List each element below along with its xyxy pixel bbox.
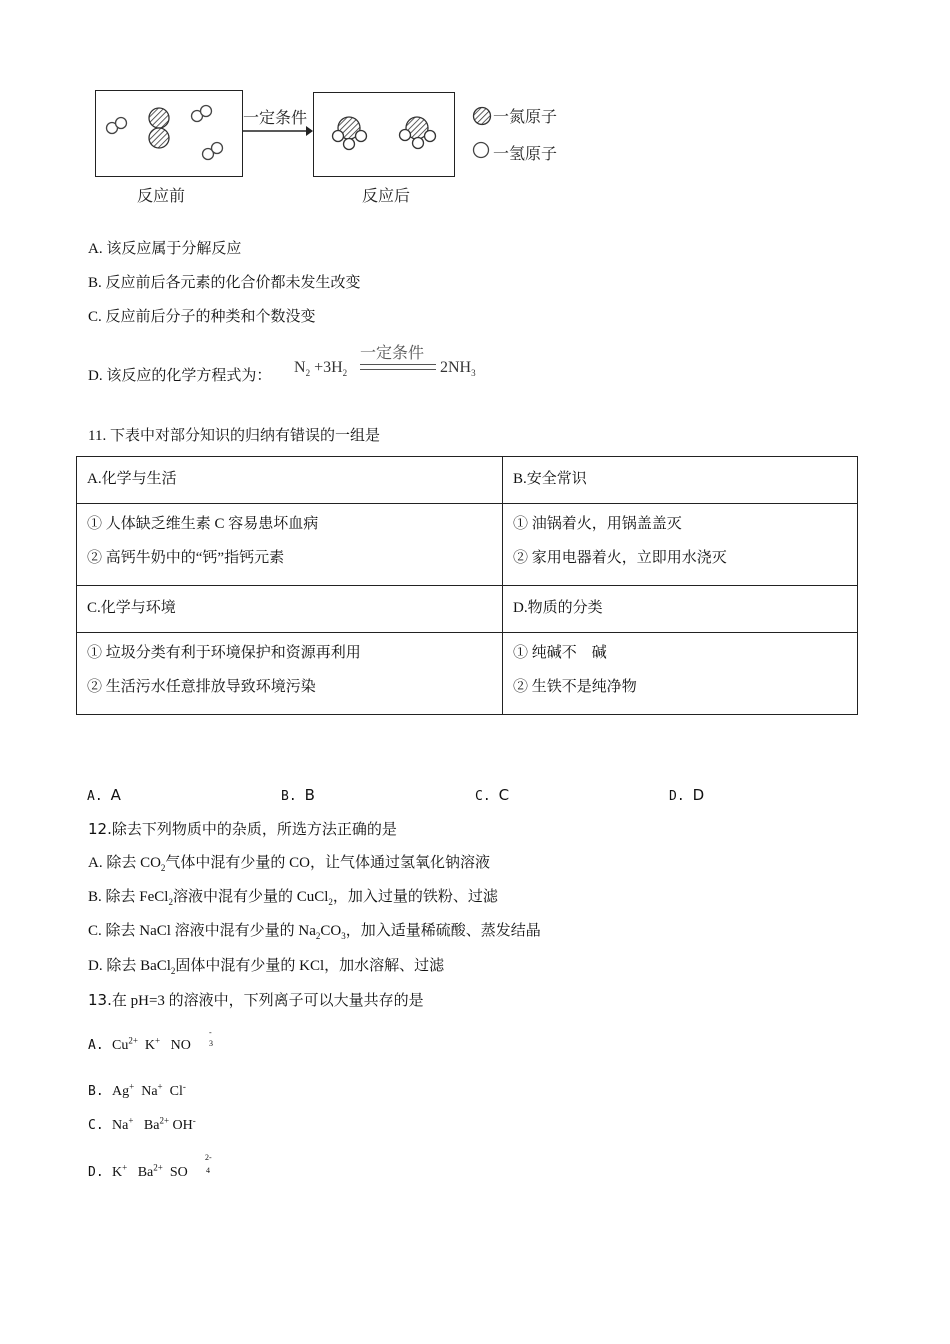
q13-number: 13.	[88, 991, 112, 1009]
cell-d-body	[503, 633, 858, 715]
q10-option-d-text: D. 该反应的化学方程式为：	[88, 368, 272, 384]
arrow-condition-label: 一定条件	[243, 108, 308, 127]
table-item: ② 家用电器着火，立即用水浇灭	[513, 550, 727, 566]
cell-c-head: C.化学与环境	[77, 586, 503, 633]
q12-option-b: B. 除去 FeCl$_2$溶液中混有少量的 CuCl$_2$，加入过量的铁粉、过滤	[88, 889, 498, 907]
table-item: ① 垃圾分类有利于环境保护和资源再利用	[87, 645, 361, 661]
chemical-equation	[294, 340, 494, 384]
q10-option-d	[88, 366, 271, 386]
table-item: ② 高钙牛奶中的“钙”指钙元素	[87, 550, 285, 566]
knowledge-table	[76, 456, 858, 715]
q12-stem: 12.除去下列物质中的杂质，所选方法正确的是	[88, 820, 397, 838]
legend-hydrogen-symbol	[474, 143, 489, 158]
q12-option-d: D. 除去 BaCl$_2$固体中混有少量的 KCl，加水溶解、过滤	[88, 958, 445, 976]
cell-c-body	[77, 633, 503, 715]
q10-option-b: B. 反应前后各元素的化合价都未发生改变	[88, 275, 361, 291]
equation-reactants: $N_2 +3H_2$	[294, 359, 348, 379]
equation-product: $2NH_3$	[440, 359, 476, 379]
q11-choice-b[interactable]: B. B	[281, 786, 315, 804]
table-item: ① 油锅着火，用锅盖盖灭	[513, 516, 682, 532]
hydrogen-molecule	[107, 118, 127, 134]
hydrogen-molecule	[203, 143, 223, 160]
legend-nitrogen-symbol	[474, 108, 491, 125]
after-label: 反应后	[362, 186, 411, 205]
ammonia-molecule	[333, 117, 367, 150]
before-label: 反应前	[137, 186, 186, 205]
cell-a-head: A.化学与生活	[77, 457, 503, 504]
hydrogen-molecule	[192, 106, 212, 122]
table-item: ② 生铁不是纯净物	[513, 679, 637, 695]
table-item: ② 生活污水任意排放导致环境污染	[87, 679, 316, 695]
q12-option-a: A. 除去 $CO_2$气体中混有少量的 CO，让气体通过氢氧化钠溶液	[88, 855, 491, 873]
q12-option-c: C. 除去 NaCl 溶液中混有少量的 $Na_2CO_3$，加入适量稀硫酸、蒸发结晶	[88, 923, 541, 941]
q11-stem: 11. 下表中对部分知识的归纳有错误的一组是	[88, 428, 380, 444]
q12-number: 12.	[88, 820, 112, 838]
nitrogen-molecule	[149, 108, 169, 148]
legend-nitrogen-label: 一氮原子	[493, 107, 558, 126]
table-item: ① 纯碱不 碱	[513, 645, 607, 661]
ammonia-molecule	[400, 117, 436, 149]
q13-option-d[interactable]: D. K+ $Ba^{2+}$ SO 2- 4	[88, 1153, 212, 1180]
q13-option-b[interactable]: B. Ag+ Na+ Cl-	[88, 1081, 186, 1099]
equation-condition: 一定条件	[360, 343, 425, 362]
q11-choice-c[interactable]: C. C	[475, 786, 510, 804]
equation-equals-sign	[360, 364, 436, 370]
legend-hydrogen-label: 一氢原子	[493, 144, 558, 163]
q13-option-a[interactable]: A. $Cu^{2+}$ K+ NO - 3	[88, 1028, 213, 1053]
cell-b-body	[503, 504, 858, 586]
q10-option-a: A. 该反应属于分解反应	[88, 241, 242, 257]
table-item: ① 人体缺乏维生素 C 容易患坏血病	[87, 516, 319, 532]
q11-choice-a[interactable]: A. A	[87, 786, 121, 804]
cell-d-head: D.物质的分类	[503, 586, 858, 633]
cell-a-body	[77, 504, 503, 586]
q13-option-c[interactable]: C. Na+ $Ba^{2+}$ OH-	[88, 1115, 196, 1133]
cell-b-head: B.安全常识	[503, 457, 858, 504]
q11-choice-d[interactable]: D. D	[669, 786, 705, 804]
q10-option-c: C. 反应前后分子的种类和个数没变	[88, 309, 316, 325]
q13-stem: 13.在 pH=3 的溶液中，下列离子可以大量共存的是	[88, 991, 424, 1009]
